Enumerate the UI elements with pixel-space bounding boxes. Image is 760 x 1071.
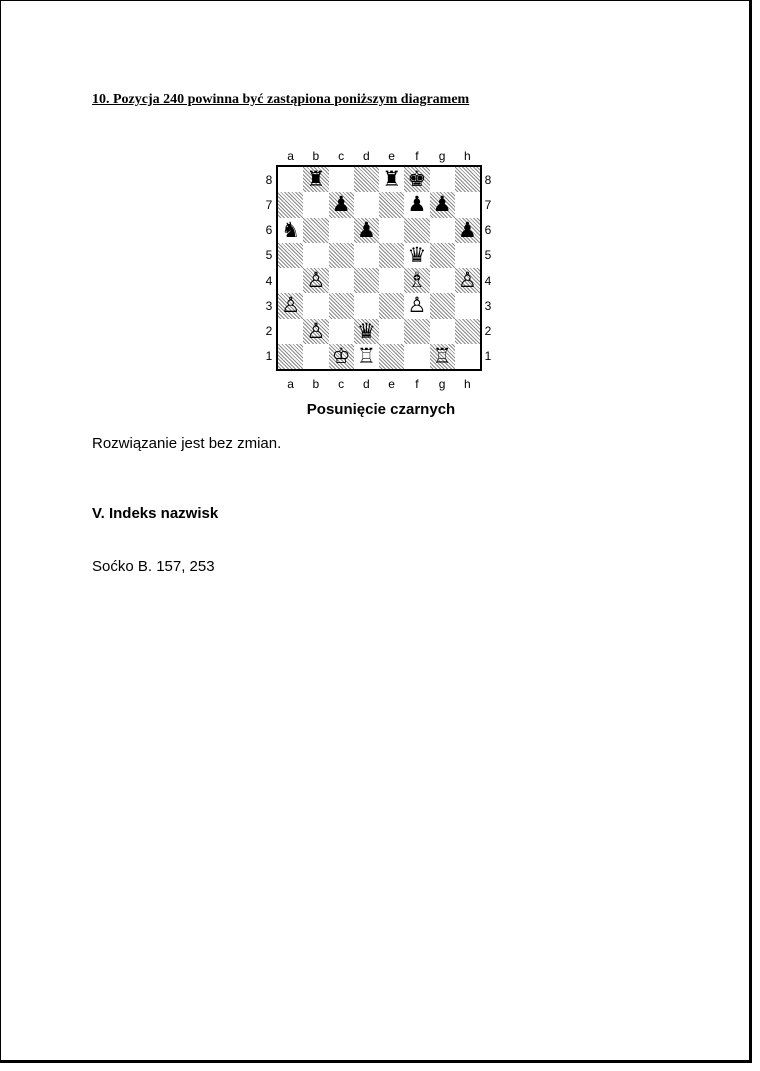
white-rook-d1: [354, 344, 379, 369]
black-rook-icon: ♜: [306, 167, 326, 191]
rank-label-left: 8: [265, 172, 273, 187]
file-label-top: d: [363, 149, 370, 163]
black-pawn-d6: [354, 218, 379, 243]
white-pawn-icon: ♙: [407, 293, 427, 318]
file-label-bottom: d: [363, 377, 370, 391]
square-e4: [379, 268, 404, 293]
square-g6: [430, 218, 455, 243]
white-pawn-icon: ♙: [306, 318, 326, 343]
rank-label-left: 2: [265, 324, 273, 339]
file-label-bottom: h: [464, 377, 471, 391]
square-g2: [430, 319, 455, 344]
rank-label-left: 7: [265, 197, 273, 212]
rank-label-left: 1: [265, 349, 273, 364]
square-e6: [379, 218, 404, 243]
white-pawn-b4: [303, 268, 328, 293]
square-g5: [430, 243, 455, 268]
file-label-top: f: [415, 149, 419, 163]
square-d3: [354, 293, 379, 318]
black-knight-icon: ♞: [281, 217, 301, 242]
black-pawn-icon: ♟: [331, 192, 351, 217]
square-g3: [430, 293, 455, 318]
rank-label-right: 5: [484, 248, 492, 263]
file-label-bottom: g: [438, 377, 446, 391]
black-pawn-icon: ♟: [356, 217, 376, 242]
rank-label-right: 8: [484, 172, 492, 187]
diagram-caption: Posunięcie czarnych: [306, 401, 456, 418]
square-d5: [354, 243, 379, 268]
file-label-top: c: [338, 149, 345, 163]
chess-board: [276, 165, 482, 371]
black-pawn-c7: [329, 192, 354, 217]
black-rook-e8: [379, 167, 404, 192]
file-label-bottom: a: [287, 377, 294, 391]
square-c5: [329, 243, 354, 268]
square-f6: [404, 218, 429, 243]
black-king-icon: ♚: [407, 167, 427, 191]
section-title: V. Indeks nazwisk: [92, 505, 219, 522]
white-bishop-f4: [404, 268, 429, 293]
rank-label-right: 7: [484, 197, 492, 212]
rank-label-right: 2: [484, 324, 492, 339]
white-pawn-f3: [404, 293, 429, 318]
black-queen-d2: [354, 319, 379, 344]
errata-heading: 10. Pozycja 240 powinna być zastąpiona poniższym diagramem: [92, 92, 470, 107]
index-entry: Soćko B. 157, 253: [92, 558, 215, 575]
square-b5: [303, 243, 328, 268]
chess-diagram: [261, 146, 501, 396]
square-c6: [329, 218, 354, 243]
rank-label-right: 4: [484, 273, 492, 288]
file-label-top: g: [438, 149, 446, 163]
file-label-top: e: [388, 149, 395, 163]
black-king-f8: [404, 167, 429, 192]
solution-text: Rozwiązanie jest bez zmian.: [92, 435, 282, 452]
white-rook-icon: ♖: [356, 343, 376, 368]
square-c4: [329, 268, 354, 293]
rank-label-left: 3: [265, 298, 273, 313]
square-f1: [404, 344, 429, 369]
black-pawn-icon: ♟: [432, 192, 452, 217]
file-label-top: a: [287, 149, 294, 163]
square-e2: [379, 319, 404, 344]
square-b3: [303, 293, 328, 318]
white-king-c1: [329, 344, 354, 369]
square-e1: [379, 344, 404, 369]
square-b6: [303, 218, 328, 243]
file-label-bottom: c: [338, 377, 345, 391]
white-pawn-icon: ♙: [457, 268, 477, 292]
black-rook-b8: [303, 167, 328, 192]
rank-label-left: 6: [265, 223, 273, 238]
rank-label-left: 5: [265, 248, 273, 263]
white-rook-icon: ♖: [432, 343, 452, 368]
square-d8: [354, 167, 379, 192]
file-label-bottom: b: [312, 377, 320, 391]
black-pawn-f7: [404, 192, 429, 217]
rank-label-left: 4: [265, 273, 273, 288]
square-c3: [329, 293, 354, 318]
rank-label-right: 1: [484, 349, 492, 364]
white-pawn-icon: ♙: [281, 293, 301, 318]
square-e7: [379, 192, 404, 217]
square-c8: [329, 167, 354, 192]
square-g4: [430, 268, 455, 293]
black-queen-f5: [404, 243, 429, 268]
square-b1: [303, 344, 328, 369]
black-queen-icon: ♛: [407, 242, 427, 267]
white-pawn-icon: ♙: [306, 268, 326, 292]
file-label-top: h: [464, 149, 471, 163]
square-e3: [379, 293, 404, 318]
file-label-top: b: [312, 149, 320, 163]
rank-label-right: 3: [484, 298, 492, 313]
white-rook-g1: [430, 344, 455, 369]
black-queen-icon: ♛: [356, 318, 376, 343]
white-pawn-b2: [303, 319, 328, 344]
file-label-bottom: f: [415, 377, 419, 391]
square-e5: [379, 243, 404, 268]
square-c2: [329, 319, 354, 344]
square-g8: [430, 167, 455, 192]
square-d4: [354, 268, 379, 293]
square-d7: [354, 192, 379, 217]
black-pawn-icon: ♟: [407, 192, 427, 217]
white-bishop-icon: ♗: [407, 268, 427, 292]
file-label-bottom: e: [388, 377, 395, 391]
black-pawn-g7: [430, 192, 455, 217]
rank-label-right: 6: [484, 223, 492, 238]
square-f2: [404, 319, 429, 344]
square-b7: [303, 192, 328, 217]
black-pawn-icon: ♟: [457, 217, 477, 242]
black-rook-icon: ♜: [382, 167, 402, 191]
white-king-icon: ♔: [331, 343, 351, 368]
